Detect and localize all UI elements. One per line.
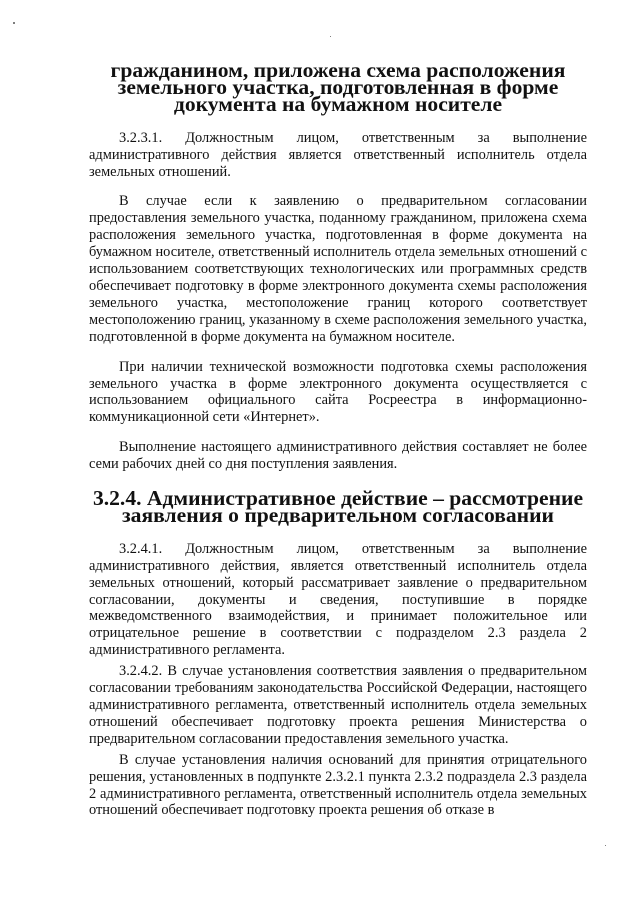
section-heading-3-2-4: 3.2.4. Административное действие – рассмотрение заявления о предварительном согласовании — [92, 486, 584, 527]
scan-speck — [330, 36, 331, 37]
paragraph-technical-possibility: При наличии технической возможности подготовка схемы расположения земельного участка в форме электронного документа осуществляется с использованием официального сайта Росреестра в информационно-коммуникационной сети «Интернет». — [89, 358, 587, 426]
paragraph-negative-decision: В случае установления наличия оснований для принятия отрицательного решения, установленных в подпункте 2.3.2.1 пункта 2.3.2 подраздела 2.3 раздела 2 административного регламента, ответственный исполнитель отдела земельных отношений обеспечивает подготовку проекта решения об отказе в — [89, 751, 587, 819]
paragraph-3-2-3-1: 3.2.3.1. Должностным лицом, ответственным за выполнение административного действия является ответственный исполнитель отдела земельных отношений. — [89, 129, 587, 180]
section-heading-continuation: гражданином, приложена схема расположения земельного участка, подготовленная в форме документа на бумажном носителе — [110, 58, 566, 116]
paragraph-3-2-4-1: 3.2.4.1. Должностным лицом, ответственным за выполнение административного действия, является ответственный исполнитель отдела земельных отношений, который рассматривает заявление о предварительном согласовании, документы и сведения, поступившие в порядке межведомственного взаимодействия, и принимает положительное или отрицательное решение в соответствии с подразделом 2.3 раздела 2 административного регламента. — [89, 540, 587, 659]
paragraph-paper-scheme-case: В случае если к заявлению о предварительном согласовании предоставления земельного участка, поданному гражданином, приложена схема расположения земельного участка, подготовленная в форме документа на бумажном носителе, ответственный исполнитель отдела земельных отношений с использованием соответствующих технологических или программных средств обеспечивает подготовку в форме электронного документа схемы расположения земельного участка, местоположение границ которого соответствует местоположению границ, указанному в схеме расположения земельного участка, подготовленной в форме документа на бумажном носителе. — [89, 193, 587, 345]
scan-speck — [13, 22, 15, 24]
scan-speck — [605, 845, 606, 846]
paragraph-duration: Выполнение настоящего административного действия составляет не более семи рабочих дней со дня поступления заявления. — [89, 439, 587, 473]
document-body — [89, 58, 587, 819]
paragraph-3-2-4-2: 3.2.4.2. В случае установления соответствия заявления о предварительном согласовании требованиям законодательства Российской Федерации, настоящего административного регламента, ответственный исполнитель отдела земельных отношений обеспечивает подготовку проекта решения Министерства о предварительном согласовании предоставления земельного участка. — [89, 663, 587, 747]
